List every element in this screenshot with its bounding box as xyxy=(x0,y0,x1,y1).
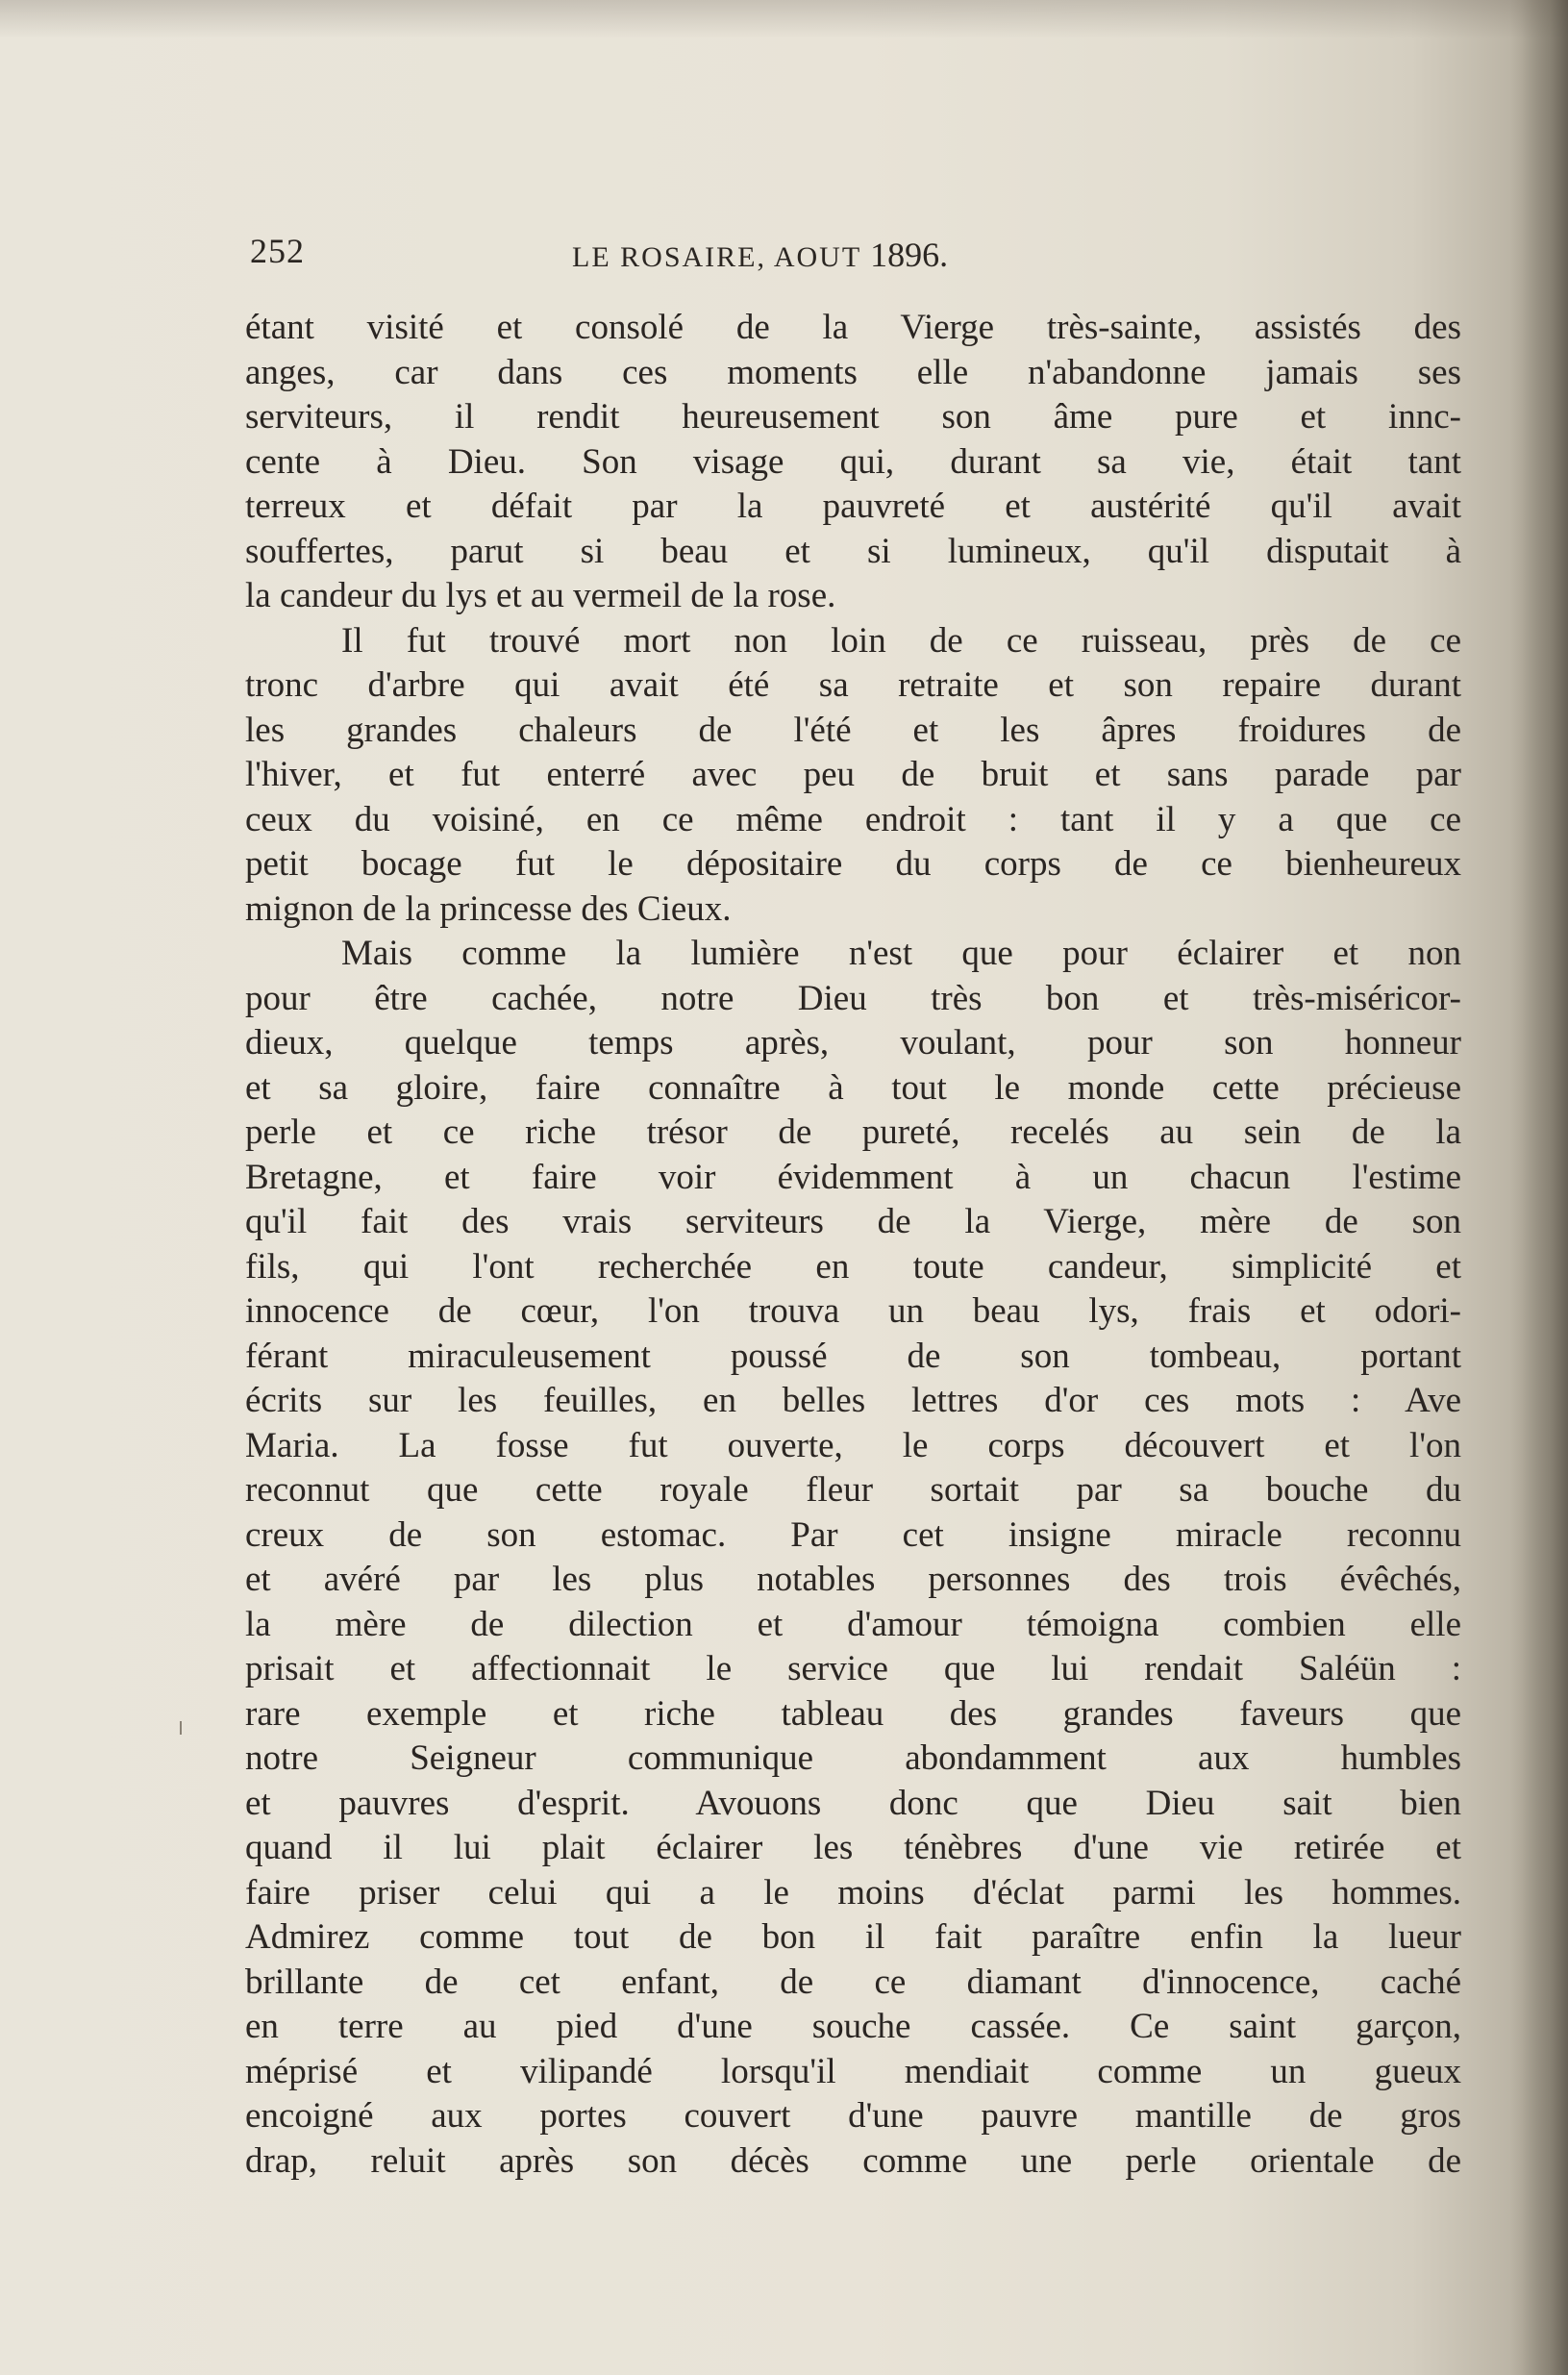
text-line: et pauvres d'esprit. Avouons donc que Dieu sait bien xyxy=(245,1783,1461,1823)
text-line: l'hiver, et fut enterré avec peu de bruit et sans parade par xyxy=(245,755,1461,794)
text-line: rare exemple et riche tableau des grandes faveurs que xyxy=(245,1693,1461,1734)
page-top-shadow xyxy=(0,0,1568,38)
text-line: innocence de cœur, l'on trouva un beau lys, frais et odori- xyxy=(245,1291,1461,1331)
margin-mark xyxy=(180,1721,182,1735)
text-line: férant miraculeusement poussé de son tombeau, portant xyxy=(245,1336,1461,1376)
text-line: fils, qui l'ont recherchée en toute candeur, simplicité et xyxy=(245,1246,1461,1287)
paragraph-first-line: Mais comme la lumière n'est que pour éclairer et non xyxy=(341,934,1461,973)
text-line: la candeur du lys et au vermeil de la rose. xyxy=(245,576,836,615)
text-line: Bretagne, et faire voir évidemment à un chacun l'estime xyxy=(245,1157,1461,1197)
text-line: serviteurs, il rendit heureusement son âme pure et innc- xyxy=(245,397,1461,437)
text-line: faire priser celui qui a le moins d'éclat parmi les hommes. xyxy=(245,1872,1461,1912)
page-binding-shadow xyxy=(1510,0,1568,2375)
running-head xyxy=(572,235,948,275)
text-line: cente à Dieu. Son visage qui, durant sa vie, était tant xyxy=(245,441,1461,482)
paragraph-first-line: Il fut trouvé mort non loin de ce ruisseau, près de ce xyxy=(341,620,1461,661)
text-line: en terre au pied d'une souche cassée. Ce saint garçon, xyxy=(245,2007,1461,2046)
text-line: et sa gloire, faire connaître à tout le monde cette précieuse xyxy=(245,1067,1461,1108)
text-line: pour être cachée, notre Dieu très bon et très-miséricor- xyxy=(245,978,1461,1018)
text-line: et avéré par les plus notables personnes des trois évêchés, xyxy=(245,1560,1461,1599)
text-line: encoigné aux portes couvert d'une pauvre mantille de gros xyxy=(245,2096,1461,2136)
text-line: anges, car dans ces moments elle n'abandonne jamais ses xyxy=(245,352,1461,392)
text-line: qu'il fait des vrais serviteurs de la Vierge, mère de son xyxy=(245,1202,1461,1241)
text-line: écrits sur les feuilles, en belles lettres d'or ces mots : Ave xyxy=(245,1381,1461,1420)
text-line: ceux du voisiné, en ce même endroit : tant il y a que ce xyxy=(245,799,1461,839)
text-line: Maria. La fosse fut ouverte, le corps découvert et l'on xyxy=(245,1425,1461,1465)
text-line: creux de son estomac. Par cet insigne miracle reconnu xyxy=(245,1514,1461,1555)
text-line: perle et ce riche trésor de pureté, recelés au sein de la xyxy=(245,1112,1461,1152)
text-line: reconnut que cette royale fleur sortait par sa bouche du xyxy=(245,1470,1461,1510)
text-line: drap, reluit après son décès comme une perle orientale de xyxy=(245,2140,1461,2181)
page-header xyxy=(250,231,1442,279)
text-line: tronc d'arbre qui avait été sa retraite et son repaire durant xyxy=(245,665,1461,705)
text-line: petit bocage fut le dépositaire du corps de ce bienheureux xyxy=(245,844,1461,884)
text-line: notre Seigneur communique abondamment aux humbles xyxy=(245,1738,1461,1778)
text-line: souffertes, parut si beau et si lumineux, qu'il disputait à xyxy=(245,531,1461,571)
text-line: Admirez comme tout de bon il fait paraître enfin la lueur xyxy=(245,1917,1461,1957)
text-line: quand il lui plait éclairer les ténèbres d'une vie retirée et xyxy=(245,1828,1461,1867)
text-line: les grandes chaleurs de l'été et les âpres froidures de xyxy=(245,710,1461,750)
text-line: brillante de cet enfant, de ce diamant d'innocence, caché xyxy=(245,1962,1461,2002)
text-line: méprisé et vilipandé lorsqu'il mendiait comme un gueux xyxy=(245,2051,1461,2091)
text-line: dieux, quelque temps après, voulant, pour son honneur xyxy=(245,1023,1461,1062)
text-line: prisait et affectionnait le service que lui rendait Saléün : xyxy=(245,1649,1461,1688)
body-text xyxy=(245,306,1461,2184)
text-line: mignon de la princesse des Cieux. xyxy=(245,888,732,929)
page-number: 252 xyxy=(250,232,305,270)
text-line: étant visité et consolé de la Vierge très-sainte, assistés des xyxy=(245,308,1461,347)
running-head-year: 1896. xyxy=(870,236,949,274)
running-head-title: LE ROSAIRE, AOUT xyxy=(572,241,861,273)
text-line: la mère de dilection et d'amour témoigna combien elle xyxy=(245,1604,1461,1644)
text-line: terreux et défait par la pauvreté et austérité qu'il avait xyxy=(245,487,1461,526)
